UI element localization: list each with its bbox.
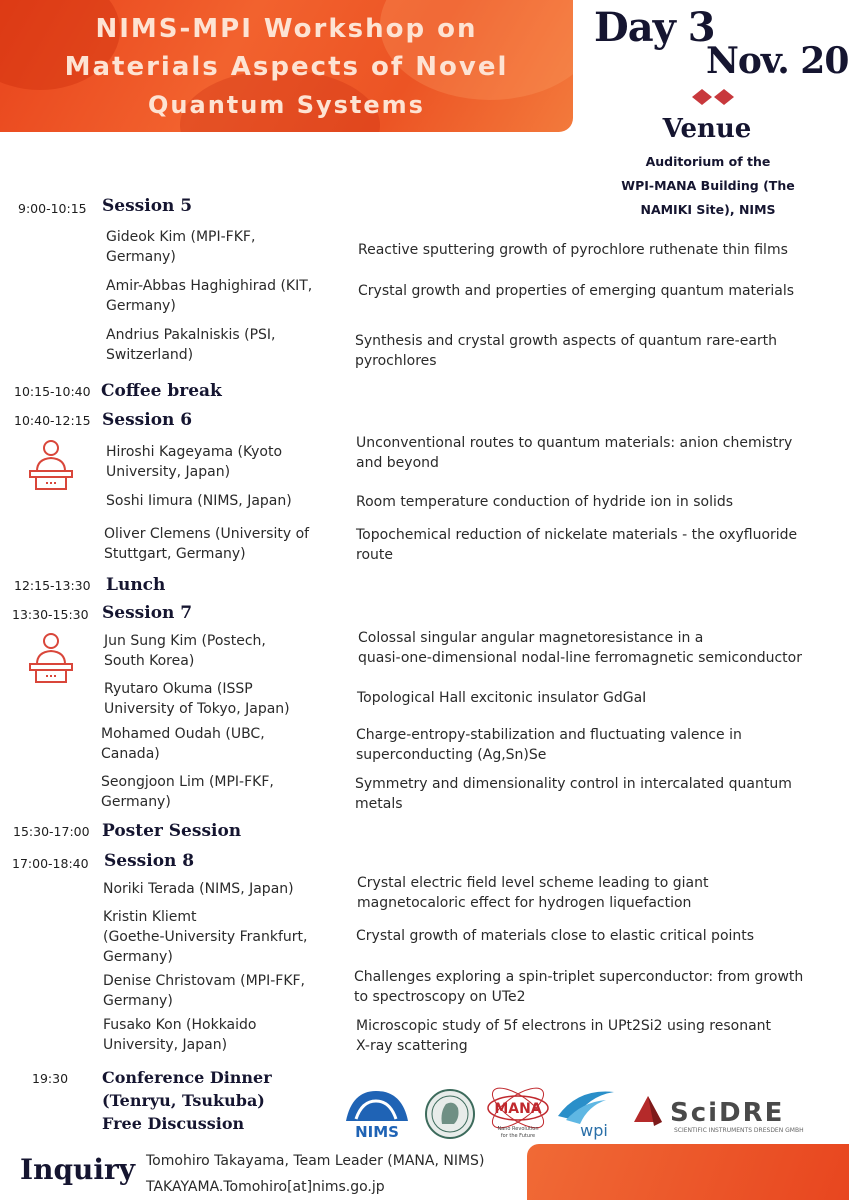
session-title: Session 5 <box>102 196 193 216</box>
venue-line: WPI-MANA Building (The <box>621 178 795 193</box>
dinner-title: Conference Dinner <box>102 1068 272 1087</box>
talk-title: Unconventional routes to quantum materials: anion chemistry and beyond <box>356 435 793 471</box>
speaker-name: Jun Sung Kim (Postech, South Korea) <box>104 633 266 669</box>
diamond-ornament-icon <box>692 89 736 105</box>
session-title: Session 7 <box>102 603 193 623</box>
inquiry-contact: Tomohiro Takayama, Team Leader (MANA, NIMS) <box>146 1153 485 1169</box>
talk-title: Charge-entropy-stabilization and fluctuating valence in superconducting (Ag,Sn)Se <box>356 727 742 763</box>
time-slot: 19:30 <box>32 1071 69 1086</box>
talk-title: Topological Hall excitonic insulator GdGaI <box>357 690 647 706</box>
session-title: Lunch <box>106 575 166 595</box>
speaker-name: Mohamed Oudah (UBC, Canada) <box>101 726 265 762</box>
speaker-name: Fusako Kon (Hokkaido University, Japan) <box>103 1017 257 1053</box>
mana-logo <box>486 1086 550 1142</box>
speaker-name: Kristin Kliemt (Goethe-University Frankfurt, Germany) <box>103 909 308 965</box>
time-slot: 17:00-18:40 <box>12 856 89 871</box>
scidre-logo <box>630 1092 840 1136</box>
dinner-block <box>102 1066 272 1135</box>
session-title: Session 8 <box>104 851 195 871</box>
date-label: Nov. 20 <box>706 40 849 82</box>
svg-text:NIMS: NIMS <box>355 1123 399 1141</box>
title-line: NIMS-MPI Workshop on <box>95 14 478 44</box>
footer-accent <box>527 1144 849 1200</box>
speaker-name: Ryutaro Okuma (ISSP University of Tokyo, Japan) <box>104 681 290 717</box>
venue-line: NAMIKI Site), NIMS <box>640 202 776 217</box>
svg-text:for the Future: for the Future <box>500 1133 536 1139</box>
speaker-name: Andrius Pakalniskis (PSI, Switzerland) <box>106 327 276 363</box>
speaker-name: Soshi Iimura (NIMS, Japan) <box>106 493 292 509</box>
talk-title: Synthesis and crystal growth aspects of quantum rare-earth pyrochlores <box>355 333 778 369</box>
session-title: Session 6 <box>102 410 193 430</box>
day-label: Day 3 <box>594 4 715 51</box>
talk-title: Microscopic study of 5f electrons in UPt2Si2 using resonant X-ray scattering <box>356 1018 772 1054</box>
speaker-name: Amir-Abbas Haghighirad (KIT, Germany) <box>106 278 313 314</box>
talk-title: Colossal singular angular magnetoresistance in a quasi-one-dimensional nodal-line ferromagnetic semiconductor <box>358 630 802 666</box>
time-slot: 15:30-17:00 <box>13 824 90 839</box>
talk-title: Topochemical reduction of nickelate materials - the oxyfluoride route <box>356 527 798 563</box>
speaker-name: Gideok Kim (MPI-FKF, Germany) <box>106 229 256 265</box>
talk-title: Reactive sputtering growth of pyrochlore ruthenate thin films <box>358 242 788 258</box>
venue-heading: Venue <box>662 114 752 144</box>
lecturer-icon <box>24 437 78 493</box>
inquiry-heading: Inquiry <box>20 1153 136 1186</box>
svg-text:MANA: MANA <box>494 1101 542 1117</box>
time-slot: 13:30-15:30 <box>12 607 89 622</box>
talk-title: Crystal growth and properties of emerging quantum materials <box>358 283 795 299</box>
dinner-location: (Tenryu, Tsukuba) <box>102 1091 265 1110</box>
svg-text:wpi: wpi <box>580 1121 608 1140</box>
talk-title: Room temperature conduction of hydride ion in solids <box>356 494 734 510</box>
session-title: Coffee break <box>101 381 222 401</box>
wpi-logo <box>554 1086 618 1140</box>
svg-text:Nano Revolution: Nano Revolution <box>497 1126 539 1132</box>
free-discussion: Free Discussion <box>102 1114 245 1133</box>
workshop-title <box>0 10 573 124</box>
time-slot: 10:15-10:40 <box>14 384 91 399</box>
speaker-name: Denise Christovam (MPI-FKF, Germany) <box>103 973 306 1009</box>
time-slot: 10:40-12:15 <box>14 413 91 428</box>
speaker-name: Hiroshi Kageyama (Kyoto University, Japan) <box>106 444 283 480</box>
nims-logo <box>342 1085 412 1141</box>
speaker-name: Oliver Clemens (University of Stuttgart, Germany) <box>104 526 310 562</box>
session-title: Poster Session <box>102 821 242 841</box>
time-slot: 9:00-10:15 <box>18 201 87 216</box>
inquiry-email[interactable]: TAKAYAMA.Tomohiro[at]nims.go.jp <box>146 1179 385 1195</box>
talk-title: Challenges exploring a spin-triplet superconductor: from growth to spectroscopy on UTe2 <box>354 969 804 1005</box>
lecturer-icon <box>24 630 78 686</box>
speaker-name: Seongjoon Lim (MPI-FKF, Germany) <box>101 774 274 810</box>
time-slot: 12:15-13:30 <box>14 578 91 593</box>
venue-address <box>608 150 808 222</box>
talk-title: Crystal electric field level scheme leading to giant magnetocaloric effect for hydrogen liquefaction <box>357 875 709 911</box>
talk-title: Symmetry and dimensionality control in intercalated quantum metals <box>355 776 792 812</box>
venue-line: Auditorium of the <box>645 154 771 169</box>
speaker-name: Noriki Terada (NIMS, Japan) <box>103 881 294 897</box>
svg-text:SciDRE: SciDRE <box>670 1098 785 1128</box>
talk-title: Crystal growth of materials close to elastic critical points <box>356 928 755 944</box>
title-line: Quantum Systems <box>148 91 425 119</box>
svg-text:SCIENTIFIC INSTRUMENTS DRESDEN: SCIENTIFIC INSTRUMENTS DRESDEN GMBH <box>674 1127 804 1134</box>
max-planck-logo-icon <box>424 1088 476 1140</box>
header-banner <box>0 0 573 132</box>
title-line: Materials Aspects of Novel <box>64 52 509 82</box>
